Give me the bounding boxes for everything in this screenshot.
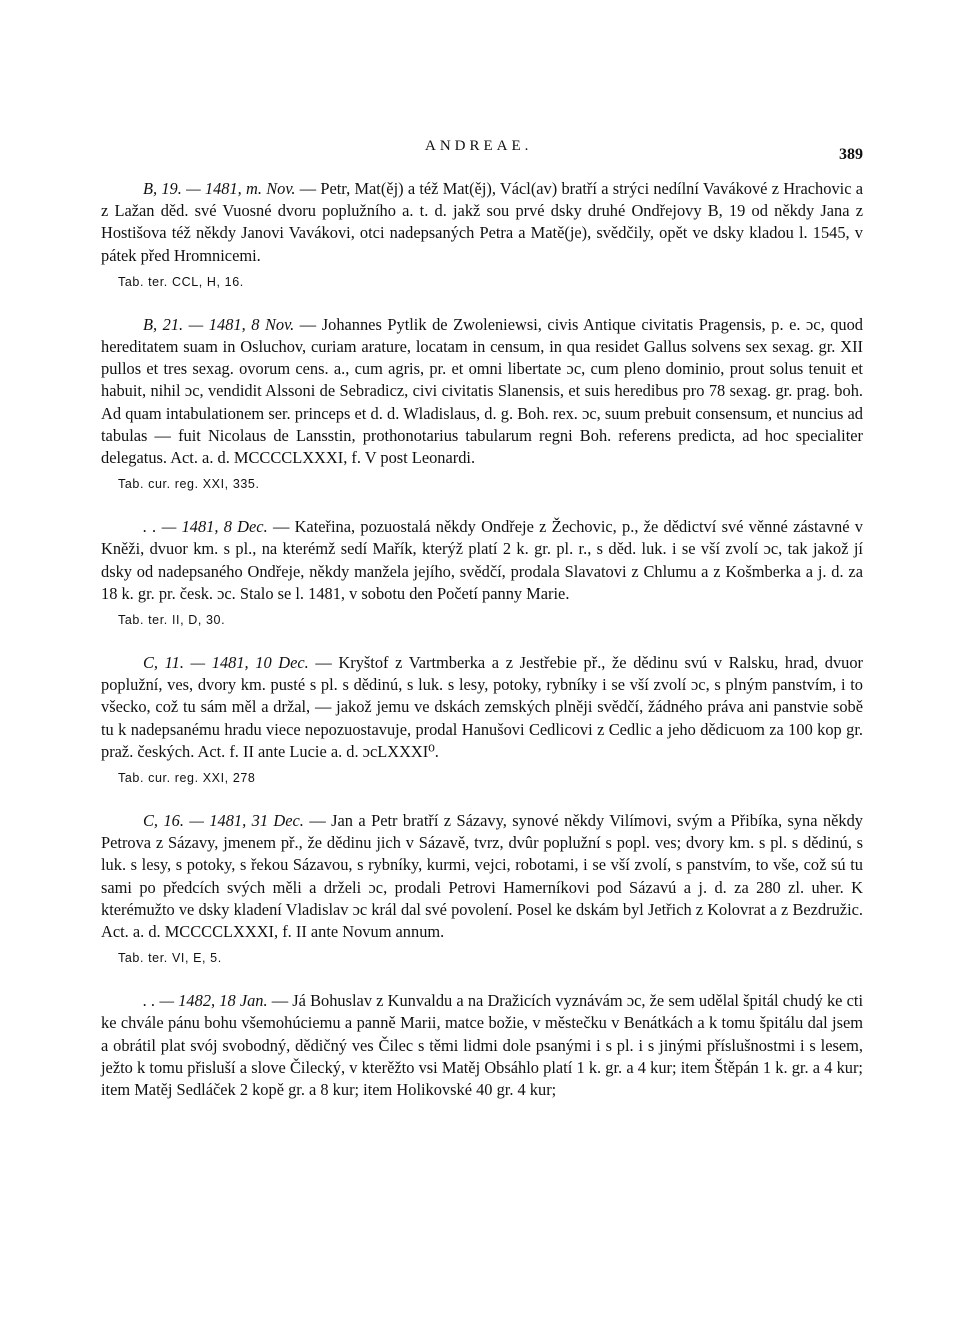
page-number: 389	[839, 146, 863, 163]
entry	[101, 516, 863, 629]
entry-body: — Já Bohuslav z Kunvaldu a na Dražicích vyznávám ɔc, že sem udělal špitál chudý ke cti ke chvále pánu bohu všemohúciemu a panně Marii, matce božie, v městečku v Benátkách a k tomu špitálu dal jsem a obrátil plat svój svobodný, dědičný ves Čilec s těmi lidmi dole psanými i s pl. i s jinými příslušnostmi i s lesem, ježto k tomu přisluší a slove Čilecký, v kterěžto vsi Matěj Obsáhlo platí 1 k. gr. a 4 kur; item Štěpán 1 k. gr. a 4 kur; item Matěj Sedláček 2 kopě gr. a 8 kur; item Holikovské 40 gr. 4 kur;	[101, 991, 863, 1100]
source-citation: Tab. ter. VI, E, 5.	[118, 951, 222, 966]
entry-body: — Kryštof z Vartmberka a z Jestřebie př., že dědinu svú v Ralsku, hrad, dvuor poplužní, ves, dvory km. pusté s pl. s dědinú, s luk. s lesy, potoky, rybníky i se vší zvolí ɔc, s plným panstvím, i to všecko, což tu sám měl a držal, — jakož jemu ve dskách zemských plněji svědčí, žádného práva ani panstvie sobě tu k nadepsanému hradu viece nepozuostavuje, prodal Hanušovi Cedlicovi z Cedlic a jeho dědicuom za 100 kop gr. praž. českých. Act. f. II ante Lucie a. d. ɔcLXXXI⁰.	[101, 653, 863, 761]
entry-text	[101, 990, 863, 1101]
entry-body: — Kateřina, pozuostalá někdy Ondřeje z Žechovic, p., že dědictví své věnné zástavné v Kněži, dvuor km. s pl., na kterémž sedí Mařík, kterýž platí 2 k. gr. pl. r., s děd. luk. i se vší zvolí ɔc, tak jakož jí dsky od nadepsaného Ondřeje, někdy manžela jejího, svědčí, prodala Slavatovi z Chlumu a z Košmberka a j. d. za 18 k. gr. pr. česk. ɔc. Stalo se l. 1481, v sobotu den Početí panny Marie.	[101, 517, 863, 603]
source-citation: Tab. cur. reg. XXI, 278	[118, 771, 256, 786]
entry-body: — Johannes Pytlik de Zwoleniewsi, civis Antique civitatis Pragensis, p. e. ɔc, quod hereditatem suam in Osluchov, curiam arature, locatam in censum, in qua residet Gallus solvens sex sexag. gr. XII pullos et tres sexag. ovorum cens. a., cum agris, pr. et omni libertate ɔc, cum pleno dominio, prout solus tenuit et habuit, nihil ɔc, vendidit Alssoni de Sebradicz, civi civitatis Slanensis, et suis heredibus pro 78 sexag. gr. prag. boh. Ad quam intabulationem ser. princeps et d. d. Wladislaus, d. g. Boh. rex. ɔc, suum prebuit consensum, et nuncius ad tabulas — fuit Nicolaus de Lansstin, prothonotarius tabularum regni Boh. referens predicta, ad hoc specialiter delegatus. Act. a. d. MCCCCLXXXI, f. V post Leonardi.	[101, 314, 863, 468]
page-body	[101, 178, 863, 1101]
entry	[101, 652, 863, 787]
entry-heading: . . — 1481, 8 Dec.	[143, 517, 268, 537]
source-citation: Tab. cur. reg. XXI, 335.	[118, 477, 260, 492]
entry	[101, 810, 863, 967]
entry-heading: C, 16. — 1481, 31 Dec.	[143, 811, 304, 831]
source-citation: Tab. ter. CCL, H, 16.	[118, 274, 244, 289]
entry-text	[101, 810, 863, 943]
entry-heading: . . — 1482, 18 Jan.	[143, 991, 268, 1011]
entry-text	[101, 652, 863, 763]
entry-text	[101, 314, 863, 469]
entry	[101, 178, 863, 291]
entry-body: — Jan a Petr bratří z Sázavy, synové někdy Vilímovi, svým a Přibíka, syna někdy Petrova z Sázavy, jmenem př., že dědinu jich v Sázavě, tvrz, dvûr poplužní s popl. ves; dvory km. s pl. s dědinú, s luk. s lesy, s potoky, s řekou Sázavou, s rybníky, kurmi, vejci, robotami, i se vší zvolí, s panstvím, to vše, což sú tu sami po předcích svých měli a drželi ɔc, prodali Petrovi Hamerníkovi pod Sázavú a j. d. za 280 zl. uher. K kterémužto ve dsky kladení Vladislav ɔc král dal své povolení. Posel ke dskám byl Jetřich z Kolovrat a z Bezdružic. Act. a. d. MCCCCLXXXI, f. II ante Novum annum.	[101, 811, 863, 942]
entry-heading: B, 21. — 1481, 8 Nov.	[143, 314, 295, 334]
entry-heading: B, 19. — 1481, m. Nov.	[143, 179, 296, 198]
entry	[101, 990, 863, 1101]
entry-heading: C, 11. — 1481, 10 Dec.	[143, 653, 309, 673]
source-citation: Tab. ter. II, D, 30.	[118, 613, 226, 628]
entry	[101, 314, 863, 493]
entry-text	[101, 516, 863, 605]
running-head	[101, 138, 863, 164]
running-title: ANDREAE.	[425, 138, 533, 154]
entry-body: — Petr, Mat(ěj) a též Mat(ěj), Václ(av) bratří a strýci nedílní Vavákové z Hrachovic a z Lažan děd. své Vuosné dvoru poplužního a. t. d. jakž sou prvé dsky druhé Ondřejovy B, 19 od někdy Jana z Hostišova též někdy Janovi Vavákovi, otci nadepsaných Petra a Matě(je), svědčily, opět ve dsky kladou l. 1545, v pátek před Hromnicemi.	[101, 179, 863, 265]
entry-text	[101, 178, 863, 267]
